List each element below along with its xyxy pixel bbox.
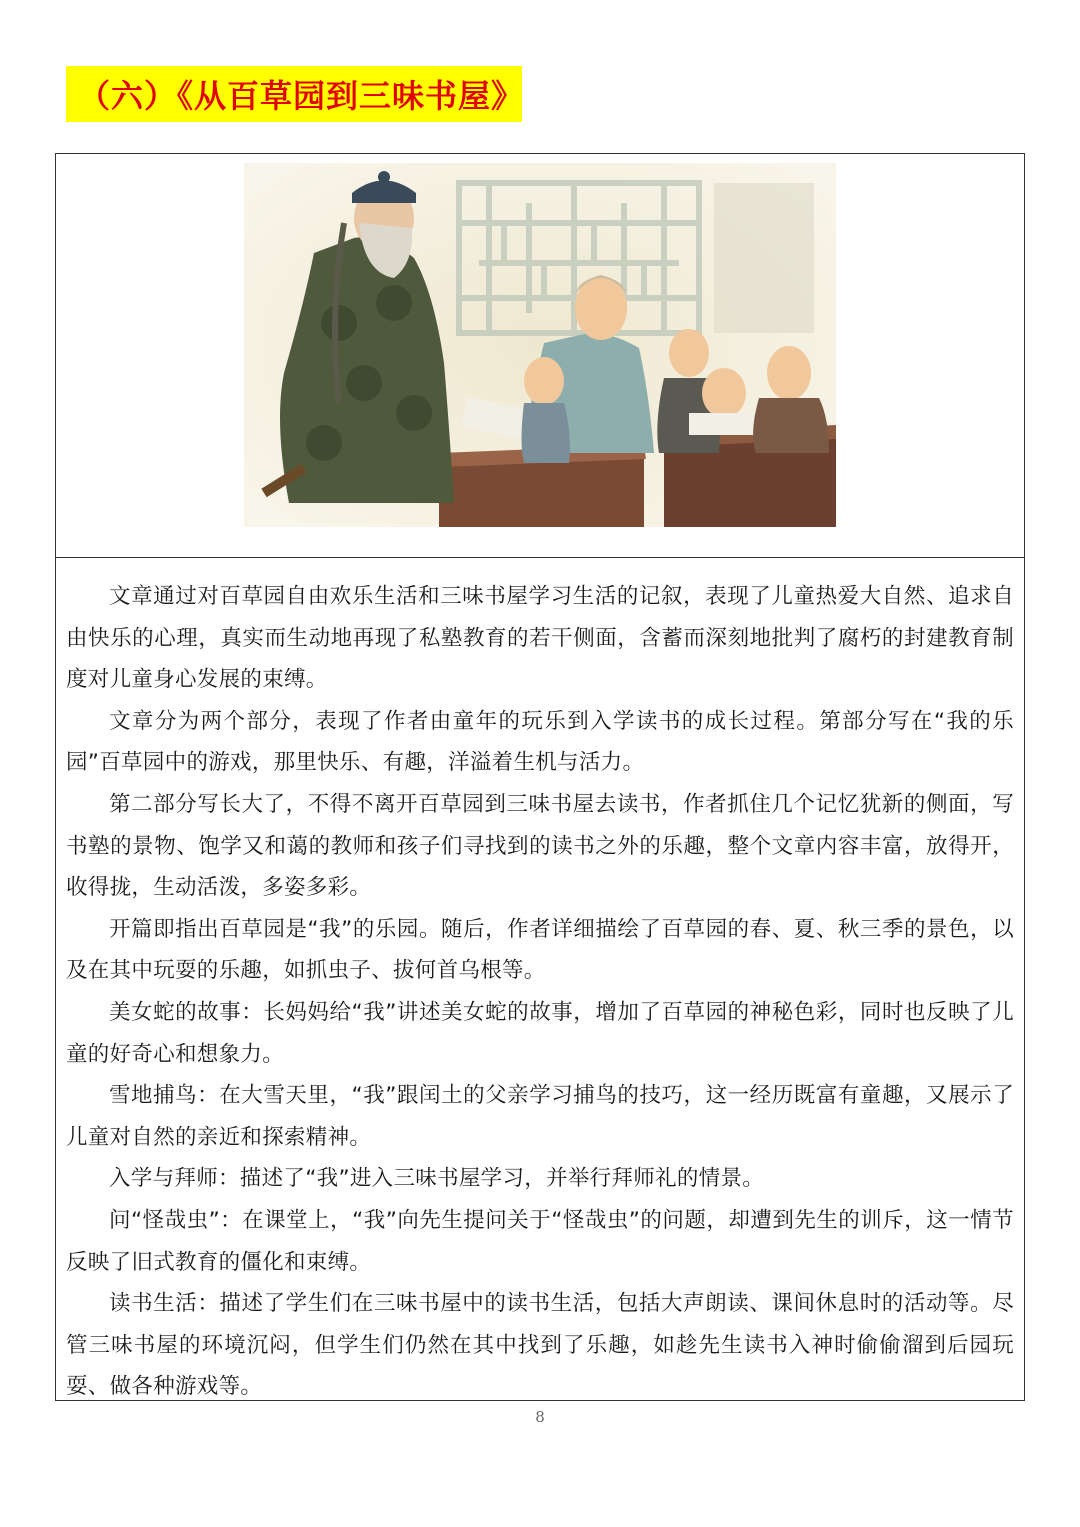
paragraph-4: 开篇即指出百草园是“我”的乐园。随后，作者详细描绘了百草园的春、夏、秋三季的景色，以及在其中玩耍的乐趣，如抓虫子、拔何首乌根等。 xyxy=(66,916,1014,984)
paragraph-3: 第二部分写长大了，不得不离开百草园到三味书屋去读书，作者抓住几个记忆犹新的侧面，写书塾的景物、饱学又和蔼的教师和孩子们寻找到的读书之外的乐趣，整个文章内容丰富，放得开，收得拢，生动活泼，多姿多彩。 xyxy=(66,791,1014,901)
content-table xyxy=(55,153,1025,1401)
section-title-banner xyxy=(66,66,525,122)
section-title: （六）《从百草园到三味书屋》 xyxy=(78,77,525,115)
paragraph-2: 文章分为两个部分，表现了作者由童年的玩乐到入学读书的成长过程。第部分写在“我的乐园”百草园中的游戏，那里快乐、有趣，洋溢着生机与活力。 xyxy=(66,708,1014,776)
paragraph-8: 问“怪哉虫”：在课堂上，“我”向先生提问关于“怪哉虫”的问题，却遭到先生的训斥，这一情节反映了旧式教育的僵化和束缚。 xyxy=(66,1207,1014,1275)
image-cell xyxy=(56,154,1024,558)
paragraph-1: 文章通过对百草园自由欢乐生活和三味书屋学习生活的记叙，表现了儿童热爱大自然、追求自由快乐的心理，真实而生动地再现了私塾教育的若干侧面，含蓄而深刻地批判了腐朽的封建教育制度对儿童身心发展的束缚。 xyxy=(66,584,1014,693)
paragraph-9: 读书生活：描述了学生们在三味书屋中的读书生活，包括大声朗读、课间休息时的活动等。尽管三味书屋的环境沉闷，但学生们仍然在其中找到了乐趣，如趁先生读书入神时偷偷溜到后园玩耍、做各种游戏等。 xyxy=(66,1291,1014,1400)
text-cell xyxy=(56,558,1024,1402)
paragraph-5: 美女蛇的故事：长妈妈给“我”讲述美女蛇的故事，增加了百草园的神秘色彩，同时也反映了儿童的好奇心和想象力。 xyxy=(66,999,1014,1067)
paragraph-6: 雪地捕鸟：在大雪天里，“我”跟闰土的父亲学习捕鸟的技巧，这一经历既富有童趣，又展示了儿童对自然的亲近和探索精神。 xyxy=(66,1083,1014,1150)
paragraph-7: 入学与拜师：描述了“我”进入三味书屋学习，并举行拜师礼的情景。 xyxy=(109,1166,765,1192)
page-number: 8 xyxy=(535,1408,545,1426)
classroom-illustration xyxy=(244,163,836,527)
